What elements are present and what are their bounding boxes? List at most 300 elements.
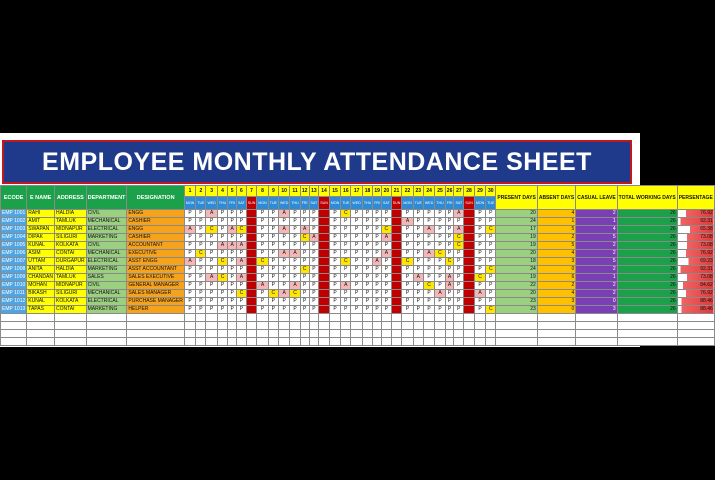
empty-cell[interactable] (55, 338, 87, 346)
header-day-26[interactable] (445, 186, 454, 197)
empty-cell[interactable] (55, 322, 87, 330)
cell-attendance-mark[interactable] (290, 282, 300, 290)
cell-attendance-mark[interactable] (206, 226, 217, 234)
cell-present[interactable] (496, 298, 537, 306)
cell-attendance-mark[interactable] (278, 282, 289, 290)
cell-attendance-mark[interactable] (341, 258, 351, 266)
cell-attendance-mark[interactable] (237, 210, 247, 218)
cell-sunday[interactable] (246, 274, 257, 282)
empty-cell[interactable] (217, 314, 227, 322)
cell-casual[interactable] (576, 218, 617, 226)
cell-attendance-mark[interactable] (217, 234, 227, 242)
cell-attendance-mark[interactable] (382, 210, 392, 218)
cell-attendance-mark[interactable] (373, 282, 382, 290)
cell-attendance-mark[interactable] (423, 290, 434, 298)
cell-ecode[interactable] (1, 250, 27, 258)
header-weekday-15[interactable] (329, 197, 340, 210)
empty-cell[interactable] (576, 322, 617, 330)
cell-attendance-mark[interactable] (300, 258, 309, 266)
cell-attendance-mark[interactable] (474, 290, 485, 298)
cell-attendance-mark[interactable] (196, 298, 206, 306)
cell-attendance-mark[interactable] (329, 234, 340, 242)
cell-attendance-mark[interactable] (309, 258, 319, 266)
cell-attendance-mark[interactable] (382, 234, 392, 242)
empty-cell[interactable] (268, 322, 278, 330)
empty-cell[interactable] (351, 314, 362, 322)
empty-cell[interactable] (435, 314, 445, 322)
header-weekday-8[interactable] (257, 197, 268, 210)
cell-absent[interactable] (537, 210, 575, 218)
header-department[interactable] (86, 186, 127, 210)
header-day-16[interactable] (341, 186, 351, 197)
cell-attendance-mark[interactable] (362, 234, 372, 242)
cell-sunday[interactable] (319, 298, 330, 306)
cell-attendance-mark[interactable] (329, 298, 340, 306)
cell-attendance-mark[interactable] (184, 234, 195, 242)
header-weekday-19[interactable] (373, 197, 382, 210)
header-weekday-14[interactable] (319, 197, 330, 210)
cell-attendance-mark[interactable] (217, 282, 227, 290)
cell-attendance-mark[interactable] (206, 298, 217, 306)
cell-sunday[interactable] (391, 290, 402, 298)
cell-casual[interactable] (576, 298, 617, 306)
cell-present[interactable] (496, 282, 537, 290)
cell-attendance-mark[interactable] (309, 266, 319, 274)
header-ecode[interactable] (1, 186, 27, 210)
cell-attendance-mark[interactable] (196, 306, 206, 314)
cell-percentage[interactable] (677, 274, 714, 282)
cell-attendance-mark[interactable] (206, 290, 217, 298)
empty-cell[interactable] (246, 322, 257, 330)
cell-attendance-mark[interactable] (402, 210, 413, 218)
cell-sunday[interactable] (464, 306, 475, 314)
empty-cell[interactable] (184, 338, 195, 346)
cell-total[interactable] (617, 234, 677, 242)
header-weekday-17[interactable] (351, 197, 362, 210)
empty-cell[interactable] (217, 330, 227, 338)
cell-attendance-mark[interactable] (329, 242, 340, 250)
cell-attendance-mark[interactable] (217, 274, 227, 282)
cell-sunday[interactable] (319, 266, 330, 274)
header-day-19[interactable] (373, 186, 382, 197)
cell-ecode[interactable] (1, 282, 27, 290)
cell-attendance-mark[interactable] (309, 282, 319, 290)
cell-attendance-mark[interactable] (206, 218, 217, 226)
cell-attendance-mark[interactable] (196, 290, 206, 298)
cell-present[interactable] (496, 210, 537, 218)
cell-sunday[interactable] (246, 306, 257, 314)
cell-attendance-mark[interactable] (454, 258, 464, 266)
cell-attendance-mark[interactable] (196, 234, 206, 242)
cell-attendance-mark[interactable] (382, 226, 392, 234)
cell-attendance-mark[interactable] (373, 290, 382, 298)
empty-cell[interactable] (257, 314, 268, 322)
cell-attendance-mark[interactable] (341, 290, 351, 298)
empty-cell[interactable] (362, 338, 372, 346)
cell-attendance-mark[interactable] (278, 210, 289, 218)
cell-sunday[interactable] (464, 242, 475, 250)
cell-attendance-mark[interactable] (290, 274, 300, 282)
cell-total[interactable] (617, 226, 677, 234)
cell-department[interactable] (86, 242, 127, 250)
cell-attendance-mark[interactable] (278, 250, 289, 258)
cell-sunday[interactable] (464, 250, 475, 258)
cell-attendance-mark[interactable] (300, 210, 309, 218)
empty-cell[interactable] (382, 330, 392, 338)
cell-attendance-mark[interactable] (268, 298, 278, 306)
empty-cell[interactable] (464, 330, 475, 338)
cell-sunday[interactable] (391, 282, 402, 290)
cell-designation[interactable] (127, 274, 184, 282)
cell-attendance-mark[interactable] (290, 250, 300, 258)
cell-attendance-mark[interactable] (454, 210, 464, 218)
cell-sunday[interactable] (464, 226, 475, 234)
cell-attendance-mark[interactable] (402, 274, 413, 282)
header-weekday-10[interactable] (278, 197, 289, 210)
cell-attendance-mark[interactable] (486, 226, 496, 234)
cell-address[interactable] (55, 242, 87, 250)
cell-attendance-mark[interactable] (341, 218, 351, 226)
cell-attendance-mark[interactable] (237, 218, 247, 226)
cell-attendance-mark[interactable] (228, 298, 237, 306)
cell-attendance-mark[interactable] (217, 298, 227, 306)
cell-attendance-mark[interactable] (413, 250, 423, 258)
cell-attendance-mark[interactable] (257, 290, 268, 298)
empty-cell[interactable] (228, 322, 237, 330)
cell-attendance-mark[interactable] (257, 274, 268, 282)
empty-cell[interactable] (351, 322, 362, 330)
empty-cell[interactable] (206, 322, 217, 330)
cell-sunday[interactable] (464, 218, 475, 226)
empty-cell[interactable] (423, 338, 434, 346)
cell-attendance-mark[interactable] (329, 226, 340, 234)
cell-attendance-mark[interactable] (228, 250, 237, 258)
cell-attendance-mark[interactable] (206, 234, 217, 242)
cell-casual[interactable] (576, 242, 617, 250)
empty-cell[interactable] (127, 338, 184, 346)
header-weekday-3[interactable] (206, 197, 217, 210)
cell-attendance-mark[interactable] (237, 298, 247, 306)
empty-cell[interactable] (537, 314, 575, 322)
cell-attendance-mark[interactable] (268, 242, 278, 250)
empty-cell[interactable] (402, 338, 413, 346)
empty-cell[interactable] (246, 338, 257, 346)
cell-sunday[interactable] (246, 258, 257, 266)
cell-attendance-mark[interactable] (486, 258, 496, 266)
cell-attendance-mark[interactable] (228, 226, 237, 234)
cell-attendance-mark[interactable] (486, 250, 496, 258)
cell-attendance-mark[interactable] (423, 218, 434, 226)
cell-attendance-mark[interactable] (423, 250, 434, 258)
header-weekday-27[interactable] (454, 197, 464, 210)
empty-cell[interactable] (55, 330, 87, 338)
cell-sunday[interactable] (391, 298, 402, 306)
empty-cell[interactable] (300, 322, 309, 330)
cell-attendance-mark[interactable] (351, 258, 362, 266)
cell-attendance-mark[interactable] (486, 210, 496, 218)
empty-cell[interactable] (268, 314, 278, 322)
cell-address[interactable] (55, 266, 87, 274)
cell-sunday[interactable] (464, 266, 475, 274)
cell-attendance-mark[interactable] (278, 274, 289, 282)
cell-designation[interactable] (127, 306, 184, 314)
cell-attendance-mark[interactable] (257, 258, 268, 266)
empty-cell[interactable] (228, 314, 237, 322)
cell-designation[interactable] (127, 210, 184, 218)
empty-cell[interactable] (319, 322, 330, 330)
empty-cell[interactable] (329, 322, 340, 330)
cell-ename[interactable] (27, 226, 55, 234)
empty-cell[interactable] (402, 330, 413, 338)
cell-attendance-mark[interactable] (445, 266, 454, 274)
cell-attendance-mark[interactable] (329, 266, 340, 274)
cell-sunday[interactable] (319, 282, 330, 290)
cell-department[interactable] (86, 306, 127, 314)
header-address[interactable] (55, 186, 87, 210)
empty-cell[interactable] (1, 314, 27, 322)
cell-attendance-mark[interactable] (341, 306, 351, 314)
cell-attendance-mark[interactable] (373, 298, 382, 306)
cell-attendance-mark[interactable] (435, 290, 445, 298)
cell-absent[interactable] (537, 282, 575, 290)
cell-ename[interactable] (27, 274, 55, 282)
header-weekday-12[interactable] (300, 197, 309, 210)
cell-attendance-mark[interactable] (423, 274, 434, 282)
cell-attendance-mark[interactable] (351, 290, 362, 298)
cell-attendance-mark[interactable] (257, 266, 268, 274)
empty-cell[interactable] (351, 330, 362, 338)
cell-total[interactable] (617, 210, 677, 218)
cell-sunday[interactable] (246, 210, 257, 218)
cell-attendance-mark[interactable] (268, 282, 278, 290)
cell-casual[interactable] (576, 290, 617, 298)
cell-casual[interactable] (576, 274, 617, 282)
empty-cell[interactable] (474, 330, 485, 338)
empty-cell[interactable] (27, 330, 55, 338)
header-weekday-24[interactable] (423, 197, 434, 210)
cell-attendance-mark[interactable] (435, 226, 445, 234)
empty-cell[interactable] (290, 314, 300, 322)
empty-cell[interactable] (362, 322, 372, 330)
empty-cell[interactable] (86, 314, 127, 322)
header-day-7[interactable] (246, 186, 257, 197)
empty-cell[interactable] (341, 314, 351, 322)
empty-cell[interactable] (373, 314, 382, 322)
cell-address[interactable] (55, 250, 87, 258)
cell-casual[interactable] (576, 210, 617, 218)
cell-attendance-mark[interactable] (351, 210, 362, 218)
cell-absent[interactable] (537, 218, 575, 226)
cell-attendance-mark[interactable] (184, 218, 195, 226)
cell-department[interactable] (86, 258, 127, 266)
empty-cell[interactable] (413, 338, 423, 346)
header-weekday-28[interactable] (464, 197, 475, 210)
cell-casual[interactable] (576, 266, 617, 274)
cell-attendance-mark[interactable] (351, 306, 362, 314)
cell-attendance-mark[interactable] (413, 258, 423, 266)
empty-cell[interactable] (1, 322, 27, 330)
cell-attendance-mark[interactable] (435, 298, 445, 306)
empty-cell[interactable] (341, 338, 351, 346)
header-weekday-20[interactable] (382, 197, 392, 210)
cell-attendance-mark[interactable] (300, 274, 309, 282)
cell-attendance-mark[interactable] (184, 306, 195, 314)
empty-cell[interactable] (27, 314, 55, 322)
header-weekday-29[interactable] (474, 197, 485, 210)
cell-attendance-mark[interactable] (486, 242, 496, 250)
cell-sunday[interactable] (319, 226, 330, 234)
cell-attendance-mark[interactable] (206, 306, 217, 314)
cell-casual[interactable] (576, 226, 617, 234)
cell-ename[interactable] (27, 258, 55, 266)
cell-attendance-mark[interactable] (474, 226, 485, 234)
cell-designation[interactable] (127, 226, 184, 234)
cell-department[interactable] (86, 226, 127, 234)
cell-total[interactable] (617, 266, 677, 274)
cell-attendance-mark[interactable] (300, 266, 309, 274)
cell-ecode[interactable] (1, 242, 27, 250)
cell-attendance-mark[interactable] (423, 258, 434, 266)
cell-attendance-mark[interactable] (300, 306, 309, 314)
empty-cell[interactable] (55, 314, 87, 322)
cell-designation[interactable] (127, 258, 184, 266)
cell-attendance-mark[interactable] (217, 242, 227, 250)
empty-cell[interactable] (382, 322, 392, 330)
empty-cell[interactable] (300, 330, 309, 338)
empty-cell[interactable] (496, 330, 537, 338)
cell-attendance-mark[interactable] (413, 242, 423, 250)
cell-attendance-mark[interactable] (278, 234, 289, 242)
cell-attendance-mark[interactable] (445, 210, 454, 218)
header-weekday-23[interactable] (413, 197, 423, 210)
empty-cell[interactable] (341, 330, 351, 338)
empty-cell[interactable] (435, 330, 445, 338)
cell-attendance-mark[interactable] (382, 266, 392, 274)
header-weekday-11[interactable] (290, 197, 300, 210)
empty-cell[interactable] (391, 338, 402, 346)
header-day-22[interactable] (402, 186, 413, 197)
empty-cell[interactable] (391, 330, 402, 338)
cell-casual[interactable] (576, 258, 617, 266)
cell-attendance-mark[interactable] (413, 306, 423, 314)
cell-attendance-mark[interactable] (217, 210, 227, 218)
cell-attendance-mark[interactable] (445, 234, 454, 242)
cell-address[interactable] (55, 210, 87, 218)
cell-present[interactable] (496, 250, 537, 258)
empty-cell[interactable] (445, 338, 454, 346)
empty-cell[interactable] (246, 330, 257, 338)
empty-cell[interactable] (362, 314, 372, 322)
cell-attendance-mark[interactable] (486, 234, 496, 242)
cell-attendance-mark[interactable] (290, 266, 300, 274)
cell-address[interactable] (55, 234, 87, 242)
cell-attendance-mark[interactable] (184, 258, 195, 266)
cell-attendance-mark[interactable] (290, 210, 300, 218)
empty-cell[interactable] (677, 322, 714, 330)
empty-cell[interactable] (496, 338, 537, 346)
cell-attendance-mark[interactable] (454, 290, 464, 298)
cell-attendance-mark[interactable] (300, 218, 309, 226)
empty-cell[interactable] (217, 322, 227, 330)
empty-cell[interactable] (677, 330, 714, 338)
cell-department[interactable] (86, 234, 127, 242)
cell-sunday[interactable] (246, 242, 257, 250)
cell-attendance-mark[interactable] (351, 266, 362, 274)
cell-attendance-mark[interactable] (268, 274, 278, 282)
header-day-1[interactable] (184, 186, 195, 197)
cell-absent[interactable] (537, 298, 575, 306)
cell-attendance-mark[interactable] (341, 242, 351, 250)
cell-attendance-mark[interactable] (362, 242, 372, 250)
cell-sunday[interactable] (464, 234, 475, 242)
cell-attendance-mark[interactable] (228, 290, 237, 298)
empty-cell[interactable] (351, 338, 362, 346)
empty-cell[interactable] (537, 330, 575, 338)
cell-ename[interactable] (27, 234, 55, 242)
cell-attendance-mark[interactable] (309, 306, 319, 314)
cell-attendance-mark[interactable] (329, 218, 340, 226)
empty-cell[interactable] (373, 338, 382, 346)
cell-attendance-mark[interactable] (445, 218, 454, 226)
cell-attendance-mark[interactable] (341, 266, 351, 274)
empty-cell[interactable] (1, 330, 27, 338)
cell-attendance-mark[interactable] (206, 250, 217, 258)
cell-attendance-mark[interactable] (413, 266, 423, 274)
cell-sunday[interactable] (319, 234, 330, 242)
cell-attendance-mark[interactable] (486, 298, 496, 306)
cell-attendance-mark[interactable] (196, 226, 206, 234)
empty-cell[interactable] (423, 330, 434, 338)
header-day-5[interactable] (228, 186, 237, 197)
cell-attendance-mark[interactable] (382, 218, 392, 226)
cell-attendance-mark[interactable] (217, 258, 227, 266)
header-day-28[interactable] (464, 186, 475, 197)
cell-attendance-mark[interactable] (445, 250, 454, 258)
empty-cell[interactable] (27, 322, 55, 330)
cell-attendance-mark[interactable] (196, 266, 206, 274)
cell-designation[interactable] (127, 218, 184, 226)
cell-designation[interactable] (127, 250, 184, 258)
cell-attendance-mark[interactable] (228, 218, 237, 226)
cell-attendance-mark[interactable] (373, 266, 382, 274)
cell-attendance-mark[interactable] (341, 234, 351, 242)
cell-attendance-mark[interactable] (474, 234, 485, 242)
cell-attendance-mark[interactable] (486, 266, 496, 274)
cell-attendance-mark[interactable] (362, 282, 372, 290)
empty-cell[interactable] (309, 314, 319, 322)
empty-cell[interactable] (86, 338, 127, 346)
cell-total[interactable] (617, 282, 677, 290)
empty-cell[interactable] (268, 330, 278, 338)
cell-attendance-mark[interactable] (268, 306, 278, 314)
cell-attendance-mark[interactable] (445, 242, 454, 250)
cell-attendance-mark[interactable] (423, 282, 434, 290)
cell-ecode[interactable] (1, 226, 27, 234)
empty-cell[interactable] (127, 330, 184, 338)
cell-attendance-mark[interactable] (237, 258, 247, 266)
cell-attendance-mark[interactable] (373, 226, 382, 234)
cell-attendance-mark[interactable] (290, 242, 300, 250)
cell-absent[interactable] (537, 242, 575, 250)
cell-sunday[interactable] (464, 282, 475, 290)
empty-cell[interactable] (206, 338, 217, 346)
empty-cell[interactable] (617, 322, 677, 330)
header-weekday-16[interactable] (341, 197, 351, 210)
cell-attendance-mark[interactable] (413, 226, 423, 234)
empty-cell[interactable] (237, 330, 247, 338)
cell-attendance-mark[interactable] (362, 250, 372, 258)
cell-attendance-mark[interactable] (341, 250, 351, 258)
